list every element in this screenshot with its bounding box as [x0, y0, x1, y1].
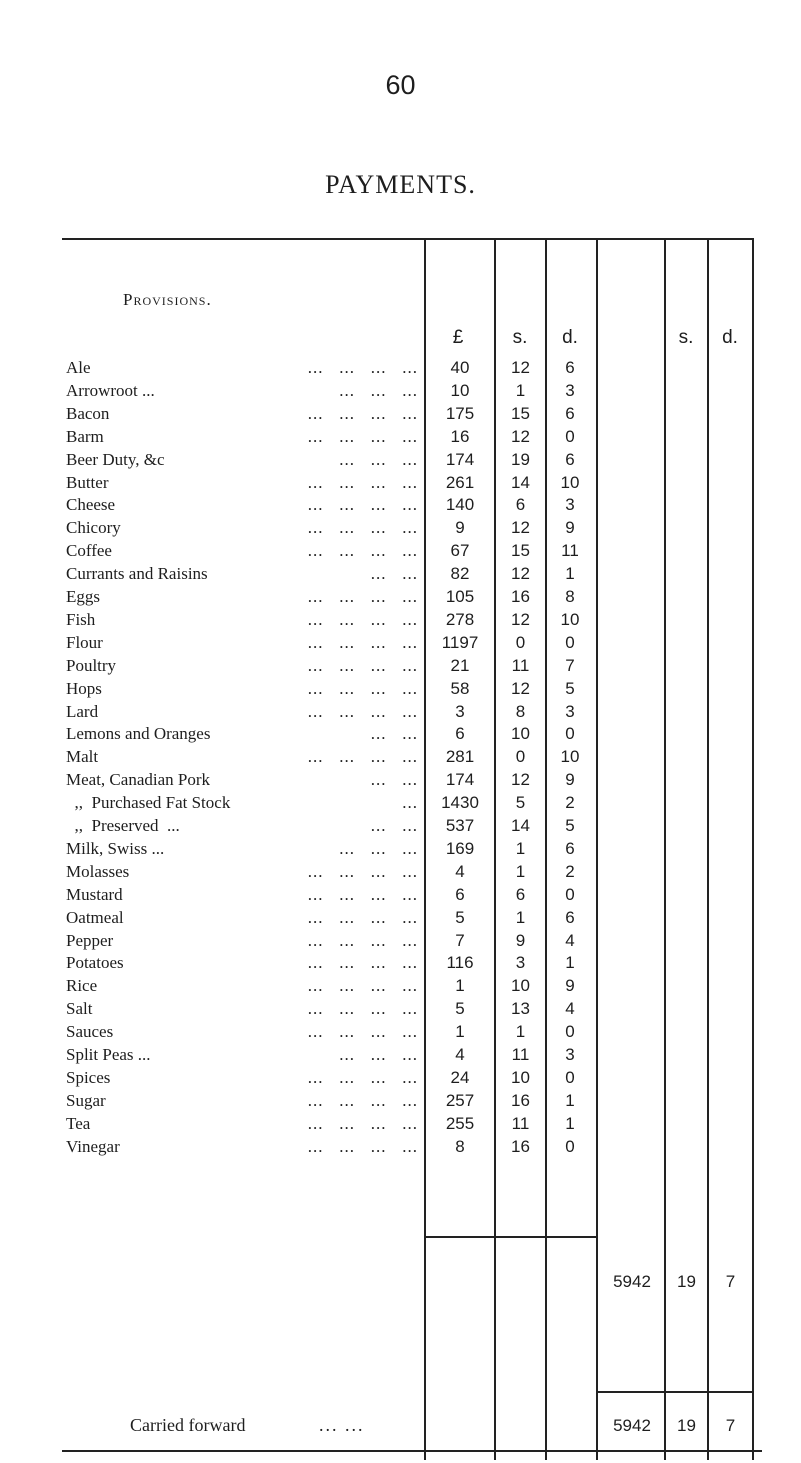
item-pounds: 174	[445, 770, 475, 790]
item-pounds: 105	[445, 587, 475, 606]
item-pence: 0	[565, 724, 575, 744]
item-pounds: 116	[446, 953, 474, 973]
table-row	[0, 999, 801, 1021]
item-pounds: 537	[445, 816, 475, 835]
table-row	[0, 702, 801, 724]
item-shillings: 6	[515, 495, 526, 515]
leader-dots: ... ...	[370, 724, 418, 744]
leader-dots: ... ... ... ...	[307, 1090, 418, 1110]
pence-unit-header: d.	[562, 327, 578, 348]
table-row	[0, 1137, 801, 1159]
item-pounds: 169	[445, 838, 475, 858]
leader-dots: ... ... ... ...	[307, 426, 418, 446]
leader-dots: ... ... ... ...	[307, 678, 418, 698]
item-pence: 1	[565, 564, 575, 584]
leader-dots: ... ... ... ...	[307, 907, 418, 927]
item-name: Salt	[66, 999, 93, 1019]
item-name: Ale	[66, 358, 91, 377]
item-name: Split Peas ...	[66, 1045, 151, 1064]
shillings-unit-header: s.	[512, 327, 528, 348]
table-row	[0, 1068, 801, 1090]
section-heading: Provisions.	[123, 290, 212, 309]
item-shillings: 0	[515, 632, 526, 652]
leader-dots: ... ... ... ...	[307, 609, 418, 629]
table-row	[0, 862, 801, 884]
leader-dots: ... ... ... ...	[307, 930, 418, 950]
item-pounds: 261	[445, 472, 475, 492]
item-pounds: 255	[445, 1113, 475, 1133]
table-row	[0, 885, 801, 907]
table-row	[0, 679, 801, 701]
item-shillings: 12	[511, 518, 530, 538]
item-pounds: 4	[455, 861, 465, 881]
leader-dots: ... ... ... ...	[307, 884, 418, 904]
leader-dots: ... ... ... ...	[307, 518, 418, 538]
item-name: Coffee	[66, 541, 112, 561]
total-pounds: 5942	[613, 1272, 651, 1291]
carried-forward-leader-dots: ... ...	[319, 1415, 365, 1435]
total-shillings-unit-header: s.	[678, 327, 694, 348]
table-row	[0, 1114, 801, 1136]
item-shillings: 1	[515, 907, 526, 927]
table-row	[0, 839, 801, 861]
item-pence: 6	[565, 838, 575, 858]
table-row	[0, 1091, 801, 1113]
item-shillings: 1	[515, 861, 526, 881]
carried-forward-label: Carried forward	[130, 1415, 246, 1435]
table-row	[0, 564, 801, 586]
item-name: Lemons and Oranges	[66, 724, 211, 744]
leader-dots: ... ... ... ...	[307, 701, 418, 721]
item-name: Pepper	[66, 930, 114, 950]
item-pounds: 278	[445, 609, 475, 629]
total-pence: 7	[725, 1272, 736, 1291]
item-shillings: 14	[511, 816, 530, 835]
table-top-rule	[62, 238, 752, 240]
item-shillings: 12	[511, 358, 530, 377]
item-pounds: 21	[450, 655, 470, 675]
item-pence: 1	[565, 1113, 575, 1133]
item-pounds: 4	[455, 1045, 465, 1064]
leader-dots: ... ... ... ...	[307, 495, 418, 515]
item-pounds: 16	[450, 426, 470, 446]
item-shillings: 6	[515, 884, 526, 904]
item-pounds: 58	[450, 678, 470, 698]
item-shillings: 13	[511, 999, 530, 1019]
item-name: ,, Purchased Fat Stock	[66, 793, 231, 813]
item-pounds: 40	[450, 358, 470, 377]
table-row	[0, 381, 801, 403]
page-title: PAYMENTS.	[325, 170, 476, 199]
carried-forward-pence: 7	[725, 1416, 736, 1435]
leader-dots: ... ... ... ...	[307, 358, 418, 377]
item-shillings: 12	[511, 564, 530, 584]
pounds-unit-header: £	[452, 327, 464, 348]
table-row	[0, 724, 801, 746]
item-name: Hops	[66, 678, 102, 698]
leader-dots: ... ... ...	[339, 380, 418, 400]
item-pence: 0	[565, 884, 575, 904]
item-pence: 0	[565, 632, 575, 652]
item-shillings: 11	[511, 1113, 530, 1133]
item-shillings: 12	[511, 678, 530, 698]
leader-dots: ... ... ... ...	[307, 999, 418, 1019]
table-row	[0, 473, 801, 495]
item-shillings: 8	[515, 701, 526, 721]
item-name: Barm	[66, 426, 104, 446]
leader-dots: ... ... ... ...	[307, 632, 418, 652]
item-name: Malt	[66, 747, 99, 767]
item-name: Cheese	[66, 495, 116, 515]
item-pence: 6	[565, 907, 575, 927]
item-pounds: 5	[455, 907, 465, 927]
item-pence: 3	[565, 1045, 575, 1064]
item-pounds: 140	[445, 495, 475, 515]
item-name: Potatoes	[66, 953, 124, 973]
item-shillings: 10	[511, 976, 530, 996]
item-name: Currants and Raisins	[66, 564, 208, 584]
item-name: Lard	[66, 701, 99, 721]
item-name: Butter	[66, 472, 109, 492]
table-row	[0, 816, 801, 838]
leader-dots: ... ... ... ...	[307, 472, 418, 492]
table-row	[0, 518, 801, 540]
item-name: Fish	[66, 609, 96, 629]
item-pence: 10	[560, 747, 580, 767]
table-row	[0, 541, 801, 563]
item-shillings: 16	[511, 1136, 530, 1156]
table-row	[0, 793, 801, 815]
table-bottom-rule	[62, 1450, 762, 1452]
item-pounds: 1	[455, 1022, 465, 1042]
item-pence: 3	[565, 701, 575, 721]
item-shillings: 11	[511, 655, 530, 675]
table-row	[0, 908, 801, 930]
table-row	[0, 427, 801, 449]
table-row	[0, 450, 801, 472]
leader-dots: ... ... ... ...	[307, 747, 418, 767]
item-pounds: 24	[450, 1067, 470, 1087]
item-name: Vinegar	[66, 1136, 120, 1156]
leader-dots: ... ... ... ...	[307, 861, 418, 881]
sum-rule-provisions	[426, 1236, 596, 1238]
item-name: Molasses	[66, 861, 130, 881]
item-name: Poultry	[66, 655, 117, 675]
item-pence: 6	[565, 403, 575, 423]
item-pounds: 175	[445, 403, 475, 423]
item-shillings: 1	[515, 838, 526, 858]
item-shillings: 15	[511, 403, 530, 423]
page-number: 60	[385, 70, 416, 100]
table-row	[0, 633, 801, 655]
item-pounds: 1430	[441, 793, 479, 813]
item-shillings: 12	[511, 770, 530, 790]
item-pence: 11	[561, 541, 579, 561]
leader-dots: ... ... ...	[339, 449, 418, 469]
leader-dots: ... ...	[370, 816, 418, 835]
item-pence: 9	[565, 518, 575, 538]
leader-dots: ... ... ... ...	[307, 1067, 418, 1087]
item-name: Mustard	[66, 884, 123, 904]
item-name: Spices	[66, 1067, 111, 1087]
item-pounds: 3	[455, 701, 465, 721]
item-pence: 10	[560, 472, 580, 492]
leader-dots: ... ...	[370, 770, 418, 790]
item-shillings: 16	[511, 1090, 530, 1110]
item-pounds: 8	[455, 1136, 465, 1156]
leader-dots: ... ... ... ...	[307, 1022, 418, 1042]
item-pounds: 67	[450, 541, 470, 561]
item-pounds: 6	[455, 884, 465, 904]
item-pence: 0	[565, 426, 575, 446]
item-shillings: 12	[511, 609, 530, 629]
table-row	[0, 610, 801, 632]
item-name: Oatmeal	[66, 907, 124, 927]
item-pence: 0	[565, 1067, 575, 1087]
item-shillings: 1	[515, 380, 526, 400]
item-pence: 4	[565, 999, 575, 1019]
item-shillings: 3	[515, 953, 526, 973]
table-row	[0, 931, 801, 953]
table-row	[0, 358, 801, 380]
item-shillings: 0	[515, 747, 526, 767]
item-name: Flour	[66, 632, 103, 652]
item-pence: 0	[565, 1136, 575, 1156]
carried-forward-shillings: 19	[677, 1416, 696, 1435]
item-name: Arrowroot ...	[66, 380, 155, 400]
leader-dots: ... ... ...	[339, 838, 418, 858]
item-pence: 9	[565, 976, 575, 996]
table-row	[0, 587, 801, 609]
leader-dots: ... ... ... ...	[307, 1136, 418, 1156]
item-shillings: 19	[511, 449, 530, 469]
item-name: Tea	[66, 1113, 91, 1133]
item-pence: 2	[565, 861, 575, 881]
item-pounds: 5	[455, 999, 465, 1019]
table-row	[0, 656, 801, 678]
item-name: Beer Duty, &c	[66, 449, 165, 469]
item-pounds: 10	[450, 380, 470, 400]
item-name: Chicory	[66, 518, 121, 538]
item-name: Sauces	[66, 1022, 114, 1042]
item-pence: 6	[565, 449, 575, 469]
table-row	[0, 404, 801, 426]
item-pounds: 174	[445, 449, 475, 469]
item-name: Milk, Swiss ...	[66, 838, 165, 858]
item-shillings: 9	[515, 930, 526, 950]
table-row	[0, 953, 801, 975]
leader-dots: ...	[402, 793, 418, 813]
leader-dots: ... ...	[370, 564, 418, 584]
item-pence: 0	[565, 1022, 575, 1042]
item-pence: 9	[565, 770, 575, 790]
item-shillings: 15	[511, 541, 530, 561]
item-pence: 10	[560, 609, 580, 629]
item-pence: 5	[565, 816, 575, 835]
item-pence: 3	[565, 495, 575, 515]
leader-dots: ... ... ... ...	[307, 976, 418, 996]
leader-dots: ... ... ... ...	[307, 953, 418, 973]
item-name: Rice	[66, 976, 98, 996]
item-pounds: 1	[455, 976, 465, 996]
leader-dots: ... ... ... ...	[307, 541, 418, 561]
item-shillings: 11	[511, 1045, 530, 1064]
item-shillings: 10	[511, 1067, 530, 1087]
item-shillings: 12	[511, 426, 530, 446]
item-pence: 1	[565, 953, 575, 973]
item-shillings: 10	[511, 724, 530, 744]
item-pounds: 6	[455, 724, 465, 744]
item-name: Bacon	[66, 403, 110, 423]
item-pounds: 281	[445, 747, 475, 767]
leader-dots: ... ... ... ...	[307, 587, 418, 606]
item-pence: 6	[565, 358, 575, 377]
item-pounds: 82	[450, 564, 470, 584]
item-shillings: 14	[511, 472, 530, 492]
item-pence: 5	[565, 678, 575, 698]
leader-dots: ... ... ...	[339, 1045, 418, 1064]
item-shillings: 1	[515, 1022, 526, 1042]
item-pence: 7	[565, 655, 575, 675]
item-pounds: 257	[445, 1090, 475, 1110]
item-name: Eggs	[66, 587, 100, 606]
item-name: Sugar	[66, 1090, 106, 1110]
item-pence: 3	[565, 380, 575, 400]
item-pence: 4	[565, 930, 575, 950]
table-row	[0, 770, 801, 792]
item-name: Meat, Canadian Pork	[66, 770, 210, 790]
item-pence: 1	[565, 1090, 575, 1110]
item-shillings: 16	[511, 587, 530, 606]
item-pence: 8	[565, 587, 575, 606]
item-pounds: 9	[455, 518, 465, 538]
leader-dots: ... ... ... ...	[307, 655, 418, 675]
leader-dots: ... ... ... ...	[307, 403, 418, 423]
item-pence: 2	[565, 793, 575, 813]
table-row	[0, 1045, 801, 1067]
total-pence-unit-header: d.	[722, 327, 738, 348]
table-row	[0, 495, 801, 517]
table-row	[0, 747, 801, 769]
item-pounds: 1197	[441, 632, 479, 652]
table-row	[0, 1022, 801, 1044]
item-shillings: 5	[515, 793, 526, 813]
table-row	[0, 976, 801, 998]
item-pounds: 7	[455, 930, 465, 950]
total-shillings: 19	[677, 1272, 696, 1291]
item-name: ,, Preserved ...	[66, 816, 180, 835]
leader-dots: ... ... ... ...	[307, 1113, 418, 1133]
sum-rule-total	[598, 1391, 752, 1393]
carried-forward-pounds: 5942	[613, 1416, 651, 1435]
